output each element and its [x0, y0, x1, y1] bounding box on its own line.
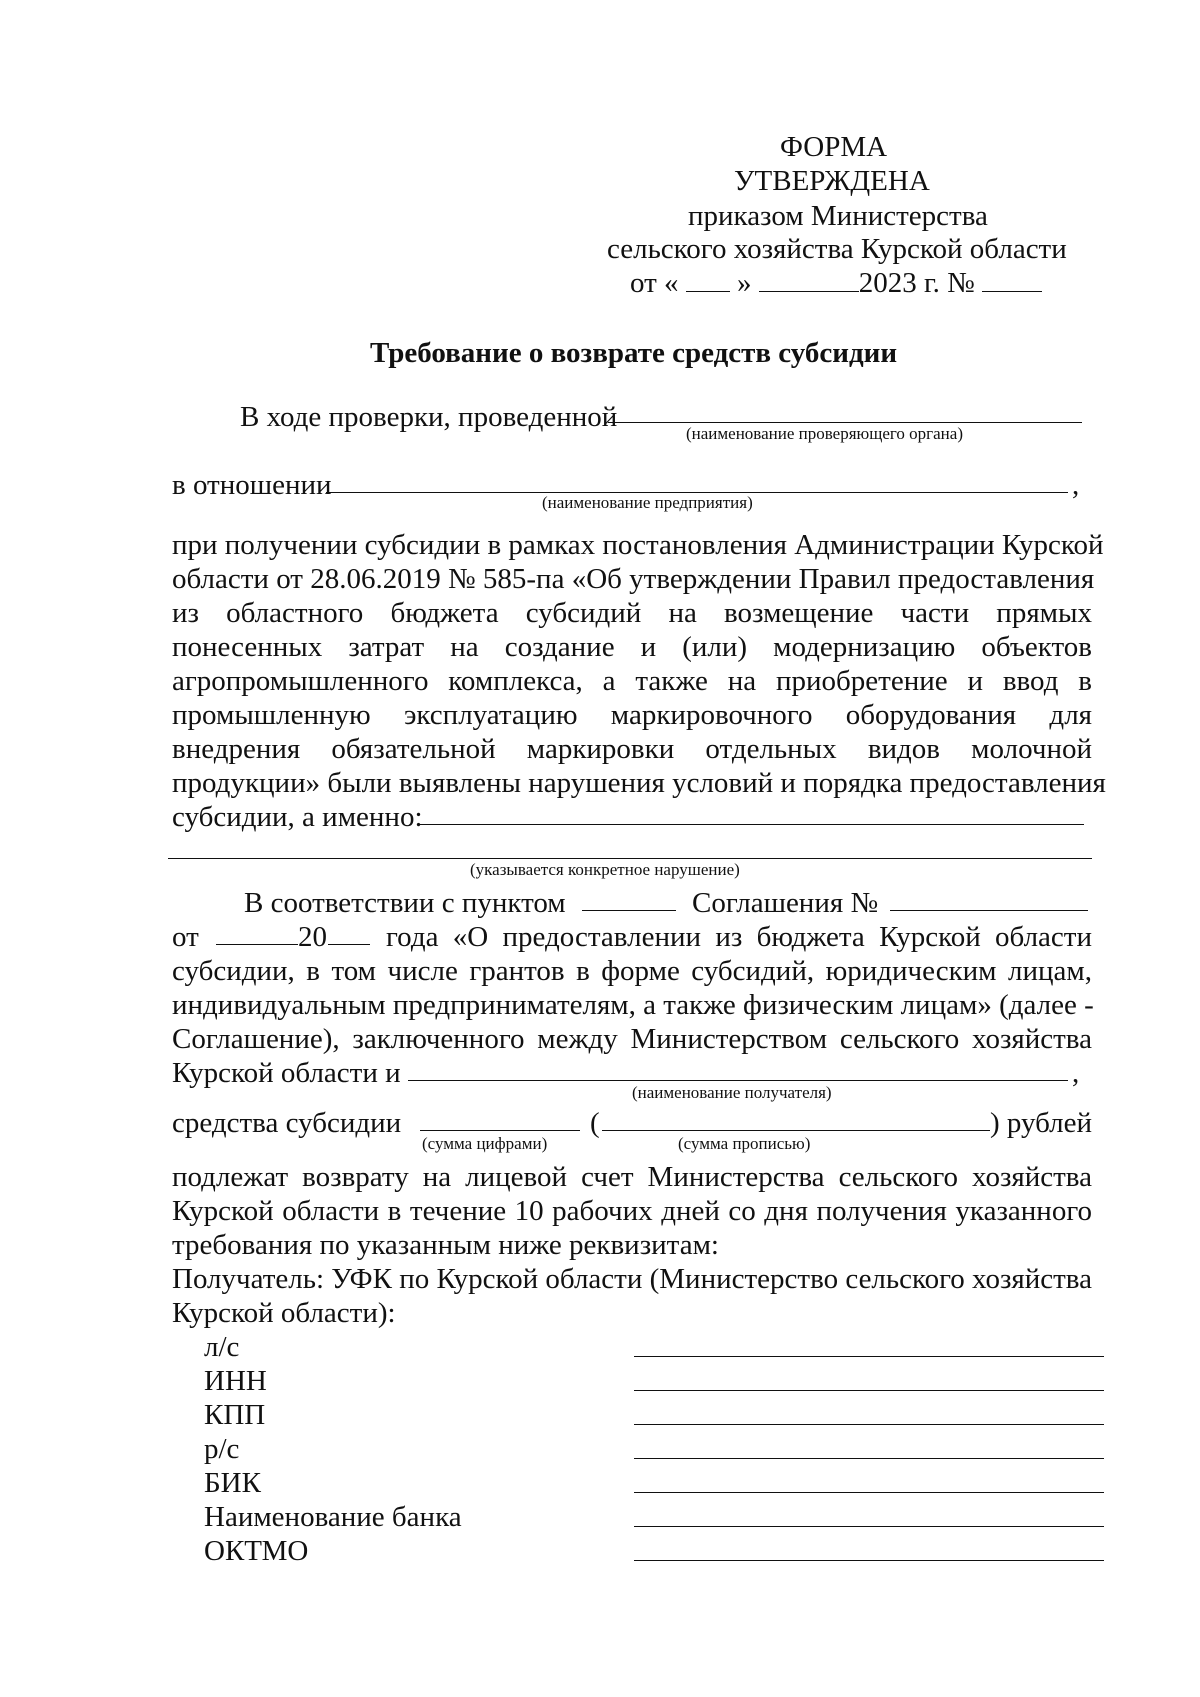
sum-prefix: средства субсидии	[172, 1107, 402, 1139]
requisite-blank-settlement	[634, 1458, 1104, 1459]
violation-prefix: субсидии, а именно:	[172, 801, 423, 833]
recipient-line-1: Получатель: УФК по Курской области (Министерство сельского хозяйства	[172, 1263, 1092, 1295]
paragraph-return	[172, 1160, 1092, 1228]
relation-suffix: ,	[1072, 469, 1080, 501]
requisite-blank-inn	[634, 1390, 1104, 1391]
requisite-blank-bank	[634, 1526, 1104, 1527]
agreement-number-blank	[890, 910, 1088, 911]
order-number-blank	[982, 267, 1042, 292]
date-month-blank	[759, 267, 859, 292]
recipient-line-2: Курской области):	[172, 1297, 396, 1329]
paragraph-violation	[172, 528, 1106, 800]
paragraph-line: индивидуальным предпринимателям, а также физическим лицам» (далее -	[172, 989, 1094, 1021]
requisite-label-oktmo: ОКТМО	[204, 1535, 309, 1567]
sum-digits-blank	[420, 1130, 580, 1131]
paragraph-line: агропромышленного комплекса, а также на приобретение и ввод в	[172, 665, 1092, 697]
paragraph-line: продукции» были выявлены нарушения условий и порядка предоставления	[172, 767, 1106, 799]
paragraph-line: при получении субсидии в рамках постановления Администрации Курской	[172, 529, 1104, 561]
paragraph-line: промышленную эксплуатацию маркировочного оборудования для	[172, 699, 1092, 731]
header-date-line	[630, 266, 1042, 300]
agreement-year-prefix: 20	[298, 921, 327, 953]
date-prefix: от «	[630, 267, 679, 299]
agreement-point-blank	[582, 910, 676, 911]
sum-currency: ) рублей	[990, 1107, 1093, 1139]
paragraph-line: субсидии, в том числе грантов в форме субсидий, юридическим лицам,	[172, 955, 1092, 987]
paragraph-line: области от 28.06.2019 № 585-па «Об утверждении Правил предоставления	[172, 563, 1095, 595]
paragraph-line: подлежат возврату на лицевой счет Министерства сельского хозяйства	[172, 1161, 1092, 1193]
requisite-blank-account	[634, 1356, 1104, 1357]
requisite-label-account: л/с	[204, 1331, 240, 1363]
requisite-blank-kpp	[634, 1424, 1104, 1425]
paragraph-line: Соглашение), заключенного между Министерством сельского хозяйства	[172, 1023, 1092, 1055]
date-day-blank	[686, 267, 730, 292]
requisite-blank-oktmo	[634, 1560, 1104, 1561]
paragraph-line: из областного бюджета субсидий на возмещение части прямых	[172, 597, 1092, 629]
agreement-number-prefix: Соглашения №	[692, 887, 879, 919]
document-title: Требование о возврате средств субсидии	[370, 337, 898, 369]
header-approved-label: УТВЕРЖДЕНА	[734, 165, 930, 197]
sum-digits-hint: (сумма цифрами)	[422, 1134, 548, 1153]
sum-open-paren: (	[590, 1107, 600, 1139]
date-year: 2023 г. №	[858, 267, 975, 299]
requisite-label-bik: БИК	[204, 1467, 261, 1499]
violation-hint: (указывается конкретное нарушение)	[470, 860, 740, 879]
agreement-title-start: года «О предоставлении из бюджета Курской области	[386, 921, 1092, 953]
agreement-date-prefix: от	[172, 921, 199, 953]
header-order-line: приказом Министерства	[688, 200, 988, 232]
requisite-blank-bik	[634, 1492, 1104, 1493]
check-organ-hint: (наименование проверяющего органа)	[686, 424, 963, 443]
violation-blank-1	[420, 824, 1084, 825]
sum-words-blank	[602, 1130, 990, 1131]
requisite-label-inn: ИНН	[204, 1365, 267, 1397]
recipient-suffix: ,	[1072, 1057, 1080, 1089]
agreement-date-blank	[216, 944, 298, 945]
paragraph-line: понесенных затрат на создание и (или) модернизацию объектов	[172, 631, 1092, 663]
recipient-hint: (наименование получателя)	[632, 1083, 832, 1102]
date-mid: »	[737, 267, 752, 299]
paragraph-return-last: требования по указанным ниже реквизитам:	[172, 1229, 719, 1261]
paragraph-line: внедрения обязательной маркировки отдельных видов молочной	[172, 733, 1092, 765]
sum-words-hint: (сумма прописью)	[678, 1134, 811, 1153]
enterprise-hint: (наименование предприятия)	[542, 493, 753, 512]
recipient-blank	[408, 1080, 1068, 1081]
requisite-label-kpp: КПП	[204, 1399, 266, 1431]
check-organ-blank	[608, 422, 1082, 423]
paragraph-agreement	[172, 954, 1092, 1056]
agreement-point-prefix: В соответствии с пунктом	[244, 887, 566, 919]
relation-prefix: в отношении	[172, 469, 332, 501]
violation-blank-2	[168, 858, 1092, 859]
requisite-label-settlement: р/с	[204, 1433, 240, 1465]
requisite-label-bank: Наименование банка	[204, 1501, 462, 1533]
header-ministry-line: сельского хозяйства Курской области	[607, 233, 1067, 265]
header-form-label: ФОРМА	[780, 131, 888, 163]
check-prefix: В ходе проверки, проведенной	[240, 401, 618, 433]
agreement-year-blank	[328, 944, 370, 945]
recipient-prefix: Курской области и	[172, 1057, 401, 1089]
paragraph-line: Курской области в течение 10 рабочих дней со дня получения указанного	[172, 1195, 1092, 1227]
